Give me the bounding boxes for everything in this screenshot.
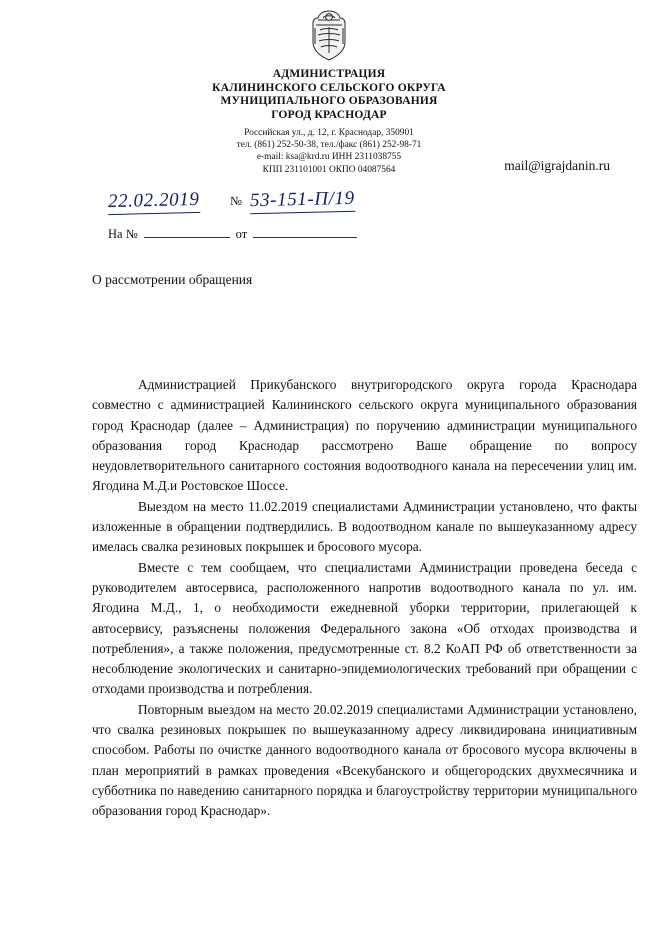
registration-number-handwritten: 53-151-П/19 — [250, 188, 355, 215]
reply-reference-row — [108, 226, 357, 242]
reply-reference-label: На № — [108, 227, 138, 241]
document-subject: О рассмотрении обращения — [92, 272, 253, 287]
contact-codes: КПП 231101001 ОКПО 04087564 — [262, 164, 396, 175]
registration-date-handwritten: 22.02.2019 — [108, 189, 200, 215]
reply-from-label: от — [235, 227, 248, 241]
registration-row — [107, 187, 408, 220]
body-paragraph: Администрацией Прикубанского внутригородского округа города Краснодара совместно с администрацией Калининского сельского округа муниципального образования город Краснодар (далее – Администрация) по поручению администрации муниципального образования город Краснодар рассмотрено Ваше обращение по вопросу неудовлетворительного санитарного состояния водоотводного канала на пересечении улиц им. Ягодина М.Д.и Ростовское Шоссе. — [92, 377, 637, 494]
contact-email: e-mail: ksa@krd.ru ИНН 2311038755 — [256, 152, 402, 163]
body-paragraph: Повторным выездом на место 20.02.2019 специалистами Администрации установлено, что свалка резиновых покрышек по вышеуказанному адресу ликвидирована инициативным способом. Работы по очистке данного водоотводного канала от бросового мусора включены в план мероприятий в рамках проведения «Всекубанского и общегородских двухмесячника и субботника по наведению санитарного порядка и благоустройству территории муниципального образования город Краснодар». — [92, 701, 637, 819]
registration-number-label: № — [230, 194, 242, 208]
org-title-line-1: АДМИНИСТРАЦИЯ — [272, 68, 386, 80]
contact-phones: тел. (861) 252-50-38, тел./факс (861) 252-98-71 — [236, 140, 422, 151]
coat-of-arms-icon — [306, 8, 352, 64]
letterhead — [0, 8, 658, 176]
addressee: mail@igrajdanin.ru — [504, 158, 610, 173]
contact-address: Российская ул., д. 12, г. Краснодар, 350901 — [244, 128, 414, 138]
org-title-line-2: КАЛИНИНСКОГО СЕЛЬСКОГО ОКРУГА — [212, 81, 446, 94]
reply-from-blank — [253, 226, 357, 238]
reply-reference-blank — [144, 226, 230, 238]
body-paragraph: Выездом на место 11.02.2019 специалистами Администрации установлено, что факты изложенные в обращении подтвердились. В водоотводном канале по вышеуказанному адресу имелась свалка резиновых покрышек и бросового мусора. — [92, 498, 637, 555]
organization-title — [0, 68, 658, 122]
org-title-line-4: ГОРОД КРАСНОДАР — [271, 108, 387, 121]
body-paragraph: Вместе с тем сообщаем, что специалистами Администрации проведена беседа с руководителем автосервиса, расположенного напротив водоотводного канала по ул. им. Ягодина М.Д., 1, о необходимости ежедневной уборки территории, прилегающей к автосервису, разъяснены положения Федерального закона «Об отходах производства и потребления», а также положения, предусмотренные ст. 8.2 КоАП РФ об ответственности за несоблюдение экологических и санитарно-эпидемиологических требований при обращении с отходами производства и потребления. — [92, 559, 637, 697]
document-body — [92, 375, 637, 822]
org-title-line-3: МУНИЦИПАЛЬНОГО ОБРАЗОВАНИЯ — [220, 95, 438, 107]
